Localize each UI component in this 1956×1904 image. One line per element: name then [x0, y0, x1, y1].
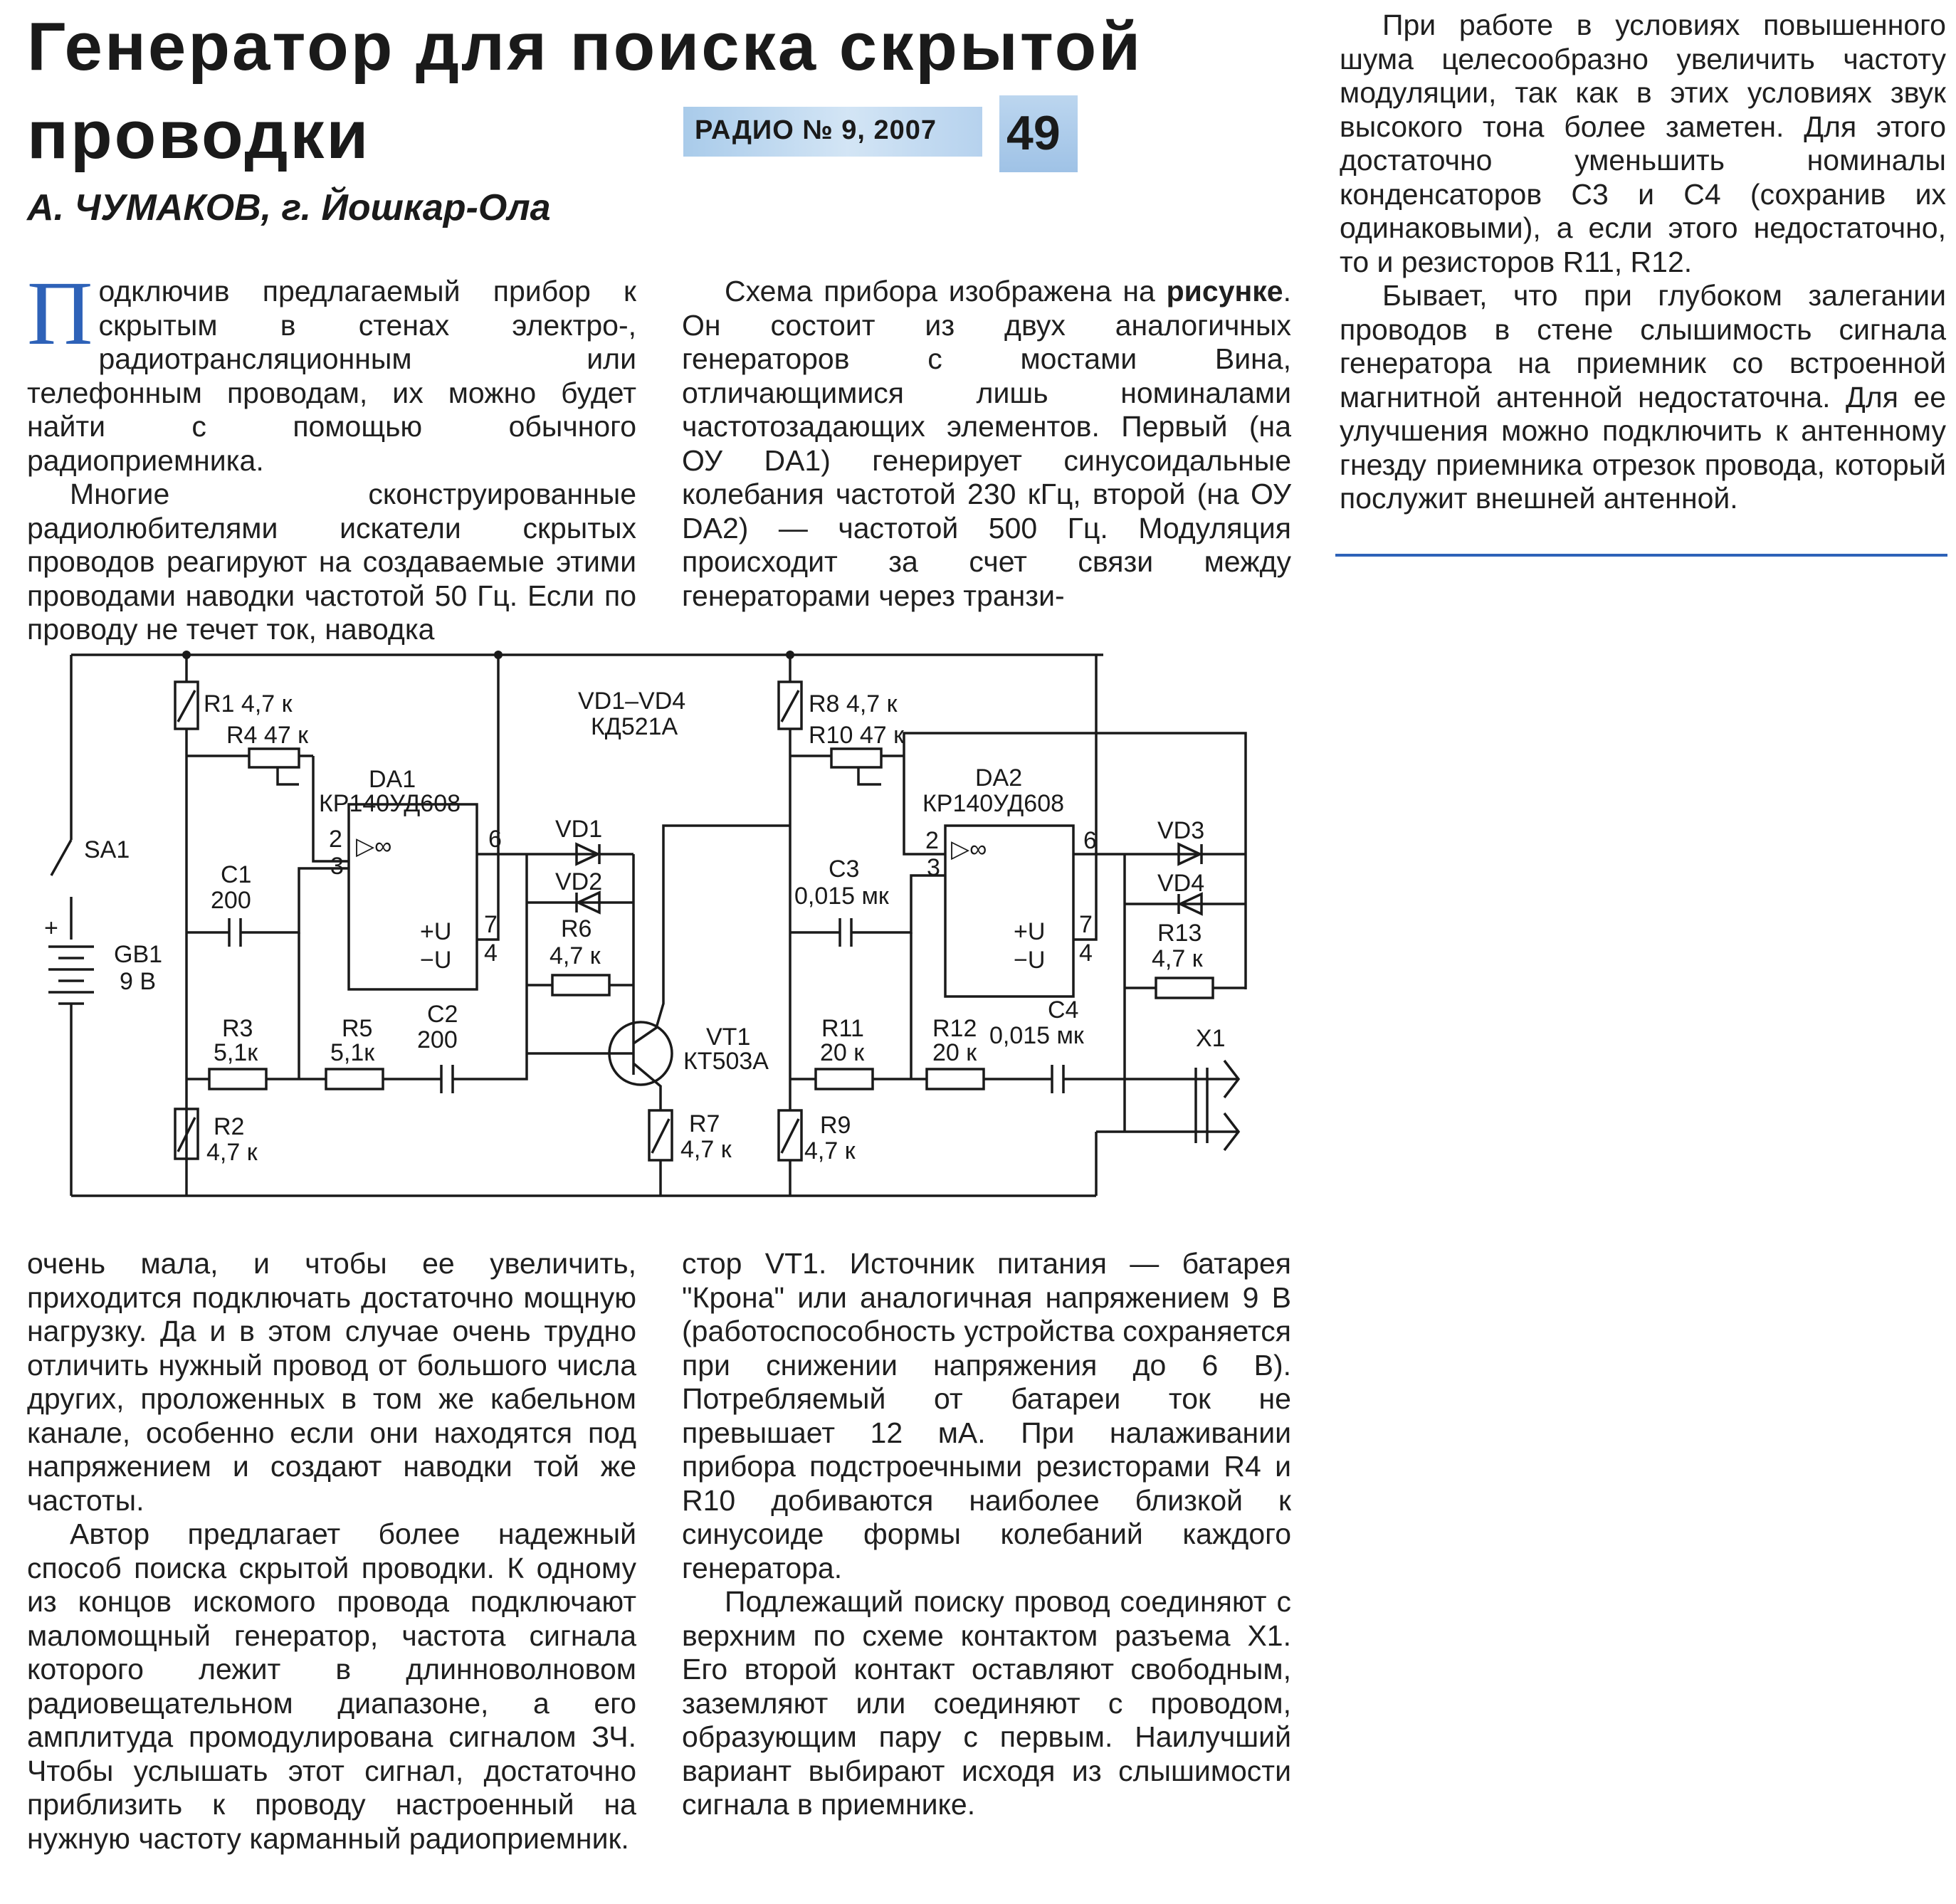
paragraph: При работе в условиях повышенного шума целесообразно увеличить частоту модуляции, так как в этих условиях звук высокого тона более заметен. Для этого достаточно уменьшить номиналы конденсаторов С3 и С4 (сохранив их одинаковыми), а если этого недостаточно, то и резисторов R11, R12.	[1340, 9, 1946, 278]
intro-paragraph	[27, 263, 636, 478]
label-r9-val: 4,7 к	[804, 1137, 856, 1164]
column-2-bottom	[682, 1247, 1291, 1822]
magazine-issue-badge	[683, 107, 982, 157]
resistor-r13	[1156, 978, 1213, 998]
label-da1-pin3: 3	[330, 853, 344, 880]
label-da2: DA2	[975, 764, 1023, 791]
label-r13-val: 4,7 к	[1152, 945, 1203, 972]
label-c4-val: 0,015 мк	[989, 1022, 1084, 1049]
label-da2-pin6: 6	[1083, 827, 1097, 854]
label-gb1: GB1	[114, 941, 163, 968]
paragraph	[682, 275, 1291, 613]
label-da2-pos: +U	[1014, 918, 1046, 945]
paragraph: стор VT1. Источник питания — батарея "Крона" или аналогичная напряжением 9 В (работоспособность устройства сохраняется при снижении напряжения до 6 В). Потребляемый от батареи ток не превышает 12 мА. При налаживании прибора подстроечными резисторами R4 и R10 добиваются наиболее близкой к синусоиде формы колебаний каждого генератора.	[682, 1247, 1291, 1584]
label-sa1: SA1	[84, 836, 130, 863]
article-title-line1: Генератор для поиска скрытой	[27, 9, 1143, 85]
label-r1: R1 4,7 к	[204, 690, 293, 717]
label-r5: R5	[342, 1015, 373, 1042]
label-vd-group: VD1–VD4	[578, 688, 686, 715]
paragraph: очень мала, и чтобы ее увеличить, приходится подключать достаточно мощную нагрузку. Да и в этом случае очень трудно отличить нужный провод от большого числа других, проложенных в том же кабельном канале, особенно если они находятся под напряжением и создают наводки той же частоты.	[27, 1247, 636, 1517]
label-da1-pos: +U	[420, 918, 452, 945]
column-3-divider	[1335, 554, 1947, 557]
label-x1: X1	[1196, 1025, 1226, 1052]
label-r12-val: 20 к	[932, 1039, 977, 1066]
capacitor-c4	[1052, 1065, 1063, 1093]
resistor-r4	[249, 749, 299, 767]
paragraph: Бывает, что при глубоком залегании проводов в стене слышимость сигнала генератора на приемник со встроенной магнитной антенной недостаточна. Для ее улучшения можно подключить к антенному гнезду приемника отрезок провода, который послужит внешней антенной.	[1340, 279, 1946, 515]
label-gb1-voltage: 9 В	[120, 968, 157, 995]
label-c3-val: 0,015 мк	[794, 883, 889, 910]
resistor-r10	[831, 749, 881, 767]
column-1-top	[27, 263, 636, 647]
label-vd4: VD4	[1157, 870, 1205, 897]
label-r11: R11	[821, 1015, 864, 1042]
intro-text: одключив предлагаемый прибор к скрытым в стенах электро-, радиотрансляционным или телефонным проводам, их можно будет найти с помощью обычного радиоприемника.	[27, 275, 636, 477]
label-da2-pin7: 7	[1079, 911, 1093, 938]
label-r3-val: 5,1к	[214, 1039, 258, 1066]
resistor-r12	[927, 1069, 984, 1089]
column-3	[1340, 9, 1946, 516]
resistor-r3	[209, 1069, 266, 1089]
resistor-r6	[552, 975, 609, 995]
label-da1-pin4: 4	[484, 940, 498, 967]
resistor-r11	[816, 1069, 873, 1089]
drop-cap: П	[27, 263, 93, 364]
label-r13: R13	[1157, 920, 1202, 947]
paragraph-start: Схема прибора изображена на	[725, 275, 1167, 307]
label-battery-plus: +	[44, 915, 58, 942]
label-da1-pin2: 2	[329, 826, 342, 853]
label-r7-val: 4,7 к	[680, 1136, 732, 1163]
label-r3: R3	[222, 1015, 253, 1042]
resistor-r1-mark	[178, 690, 195, 722]
magazine-issue-label: РАДИО № 9, 2007	[695, 115, 937, 145]
label-c1: C1	[221, 861, 252, 888]
label-r11-val: 20 к	[820, 1039, 865, 1066]
paragraph-rest: . Он состоит из двух аналогичных генераторов с мостами Вина, отличающимися лишь номиналами частотозадающих элементов. Первый (на ОУ DA1) генерирует синусоидальные колебания частотой 230 кГц, второй (на ОУ DA2) — частотой 500 Гц. Модуляция происходит за счет связи между генераторами через транзи-	[682, 275, 1291, 612]
label-r7: R7	[689, 1110, 720, 1137]
label-vd-type: КД521А	[591, 713, 678, 740]
figure-reference: рисунке	[1166, 275, 1283, 307]
capacitor-c2	[441, 1065, 453, 1093]
column-1-bottom	[27, 1247, 636, 1856]
label-da1-pin7: 7	[484, 911, 498, 938]
label-r9: R9	[820, 1112, 851, 1139]
resistor-r9-mark	[782, 1119, 799, 1153]
wire-da2-out	[1073, 655, 1246, 940]
column-2-top	[682, 275, 1291, 613]
label-vd2: VD2	[555, 868, 603, 895]
label-da1: DA1	[369, 766, 416, 793]
label-c1-val: 200	[211, 887, 251, 914]
label-da1-pin6: 6	[488, 826, 502, 853]
label-vt1-type: КТ503А	[683, 1048, 769, 1075]
paragraph: Многие сконструированные радиолюбителями искатели скрытых проводов реагируют на создаваемые этими проводами наводки частотой 50 Гц. Если по проводу не течет ток, наводка	[27, 478, 636, 646]
resistor-r8-mark	[782, 690, 799, 722]
label-r2-val: 4,7 к	[206, 1139, 258, 1166]
label-r6-val: 4,7 к	[550, 942, 601, 969]
label-r4: R4 47 к	[226, 722, 309, 749]
author-byline: А. ЧУМАКОВ, г. Йошкар-Ола	[27, 187, 551, 228]
label-r6: R6	[561, 915, 592, 942]
paragraph: Подлежащий поиску провод соединяют с верхним по схеме контактом разъема X1. Его второй контакт оставляют свободным, заземляют или соединяют с проводом, образующим пару с первым. Наилучший вариант выбирают исходя из слышимости сигнала в приемнике.	[682, 1585, 1291, 1821]
page-number: 49	[1006, 106, 1061, 160]
page-number-badge	[999, 95, 1078, 172]
label-r8: R8 4,7 к	[809, 690, 898, 717]
resistor-r7-mark	[652, 1119, 669, 1153]
label-c4: C4	[1048, 996, 1079, 1024]
label-c3: C3	[829, 856, 860, 883]
paragraph: Автор предлагает более надежный способ поиска скрытой проводки. К одному из концов искомого провода подключают маломощный генератор, частота сигнала которого лежит в длинноволновом радиовещательном диапазоне, а его амплитуда промодулирована сигналом ЗЧ. Чтобы услышать этот сигнал, достаточно приблизить к проводу настроенный на нужную частоту карманный радиоприемник.	[27, 1518, 636, 1855]
label-da2-type: КР140УД608	[922, 790, 1065, 817]
label-da2-symbol: ▷∞	[951, 836, 987, 863]
label-r12: R12	[932, 1015, 977, 1042]
label-r5-val: 5,1к	[330, 1039, 375, 1066]
label-da2-neg: −U	[1014, 947, 1046, 974]
label-da1-type: КР140УД608	[319, 790, 461, 817]
label-vt1: VT1	[706, 1024, 751, 1051]
article-title-line2: проводки	[27, 97, 371, 173]
switch-sa1	[51, 840, 71, 875]
label-c2: C2	[427, 1001, 458, 1028]
label-da1-neg: −U	[420, 947, 452, 974]
label-r2: R2	[214, 1113, 245, 1140]
label-vd1: VD1	[555, 816, 603, 843]
battery-gb1	[48, 947, 94, 1004]
label-da2-pin2: 2	[925, 827, 939, 854]
label-da1-symbol: ▷∞	[356, 833, 392, 860]
circuit-schematic	[43, 633, 1267, 1224]
label-da2-pin3: 3	[927, 854, 940, 881]
label-r10: R10 47 к	[809, 722, 904, 749]
connector-x1	[1096, 1061, 1239, 1196]
resistor-r5	[326, 1069, 383, 1089]
label-vd3: VD3	[1157, 817, 1205, 844]
label-da2-pin4: 4	[1079, 940, 1093, 967]
opamp-da1	[349, 804, 477, 989]
label-c2-val: 200	[417, 1026, 458, 1053]
